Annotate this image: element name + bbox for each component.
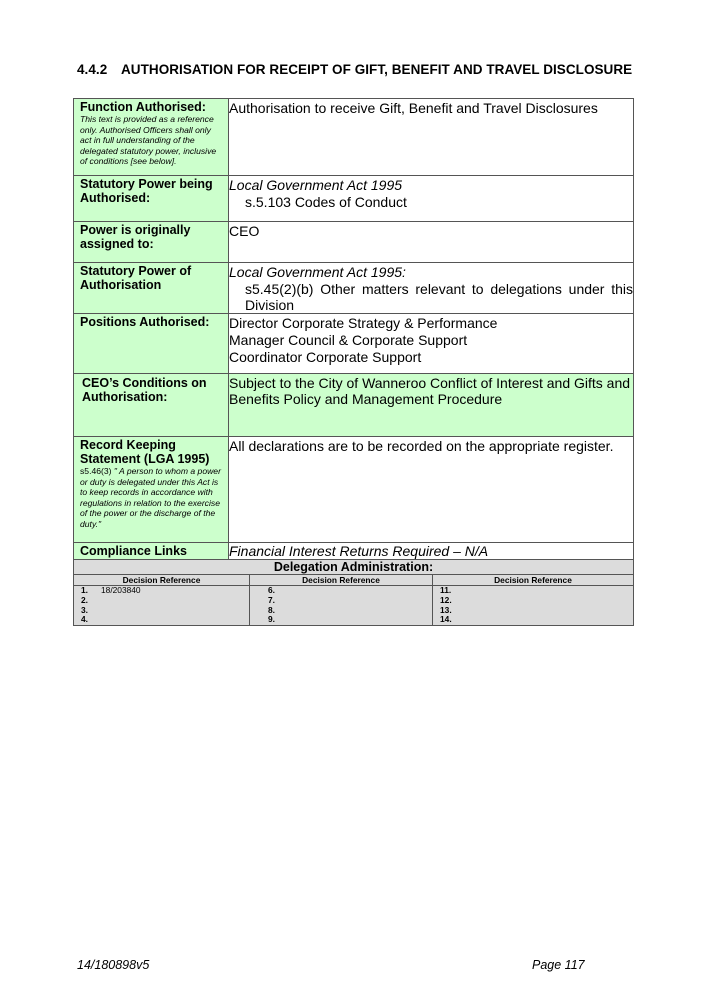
originally-assigned-row	[74, 222, 634, 263]
compliance-label-cell	[74, 543, 229, 560]
power-of-authorisation-row	[74, 263, 634, 314]
conditions-value: Subject to the City of Wanneroo Conflict of Interest and Gifts and Benefits Policy and Management Procedure	[229, 375, 631, 407]
footer-page-number: Page 117	[532, 958, 585, 972]
record-keeping-note: " A person to whom a power or duty is delegated under this Act is to keep records in accordance with regulations in relation to the exercise of the power or the discharge of the duty."	[80, 466, 221, 529]
positions-value-cell	[229, 314, 634, 374]
conditions-label: CEO’s Conditions on Authorisation:	[82, 376, 207, 404]
power-of-authorisation-label: Statutory Power of Authorisation	[80, 264, 192, 292]
compliance-label: Compliance Links	[80, 544, 187, 558]
position-item: Director Corporate Strategy & Performance	[229, 315, 498, 331]
section-heading	[77, 62, 632, 77]
decision-entry: 6.	[268, 585, 275, 595]
decision-entry: 1. 18/203840	[81, 585, 141, 595]
record-keeping-label-cell	[74, 437, 229, 543]
decision-entry: 11.	[440, 585, 452, 595]
decision-entry: 2.	[81, 594, 88, 605]
function-note: This text is provided as a reference only. Authorised Officers shall only act in full understanding of the delegated statutory power, inclusive of conditions [see below].	[80, 114, 217, 167]
compliance-row	[74, 543, 634, 560]
statutory-power-act: Local Government Act 1995	[229, 177, 403, 193]
record-keeping-value: All declarations are to be recorded on the appropriate register.	[229, 438, 614, 454]
function-value: Authorisation to receive Gift, Benefit and Travel Disclosures	[229, 100, 598, 116]
originally-assigned-value-cell	[229, 222, 634, 263]
conditions-row	[74, 374, 634, 437]
decision-entry: 9.	[268, 614, 275, 625]
admin-title: Delegation Administration:	[74, 560, 634, 575]
statutory-power-value-cell	[229, 176, 634, 222]
function-label: Function Authorised:	[80, 100, 206, 114]
originally-assigned-label: Power is originally assigned to:	[80, 223, 191, 251]
statutory-power-label-cell	[74, 176, 229, 222]
decision-column	[433, 575, 634, 625]
admin-title-row	[74, 560, 634, 575]
positions-row	[74, 314, 634, 374]
originally-assigned-value: CEO	[229, 223, 260, 239]
statutory-power-section: s.5.103 Codes of Conduct	[245, 194, 407, 210]
decision-entry: 12.	[440, 594, 452, 605]
statutory-power-label: Statutory Power being Authorised:	[80, 177, 213, 205]
position-item: Coordinator Corporate Support	[229, 349, 422, 365]
decision-column	[250, 575, 433, 625]
statutory-power-row	[74, 176, 634, 222]
decision-entry: 3.	[81, 604, 88, 615]
record-keeping-note-ref: s5.46(3)	[80, 466, 112, 476]
power-of-authorisation-act: Local Government Act 1995:	[229, 264, 406, 280]
function-row	[74, 99, 634, 176]
positions-label-cell	[74, 314, 229, 374]
record-keeping-row	[74, 437, 634, 543]
originally-assigned-label-cell	[74, 222, 229, 263]
decision-column	[74, 575, 250, 625]
decision-entry: 8.	[268, 604, 275, 615]
section-title: AUTHORISATION FOR RECEIPT OF GIFT, BENEFIT AND TRAVEL DISCLOSURE	[121, 62, 633, 77]
position-item: Manager Council & Corporate Support	[229, 332, 468, 348]
admin-references-row	[74, 575, 634, 626]
power-of-authorisation-value-cell	[229, 263, 634, 314]
decision-entry: 13.	[440, 604, 452, 615]
compliance-value: Financial Interest Returns Required – N/A	[229, 543, 489, 559]
decision-column-header: Decision Reference	[74, 575, 249, 586]
function-value-cell	[229, 99, 634, 176]
conditions-value-cell	[229, 374, 634, 437]
decision-entry: 7.	[268, 594, 275, 605]
power-of-authorisation-label-cell	[74, 263, 229, 314]
record-keeping-label: Record Keeping Statement (LGA 1995)	[80, 438, 210, 466]
decision-column-header: Decision Reference	[250, 575, 432, 586]
compliance-value-cell	[229, 543, 634, 560]
decision-reference-table	[74, 575, 633, 625]
positions-label: Positions Authorised:	[80, 315, 210, 329]
section-number: 4.4.2	[77, 62, 108, 77]
record-keeping-value-cell	[229, 437, 634, 543]
conditions-label-cell	[74, 374, 229, 437]
decision-entry: 4.	[81, 614, 88, 625]
decision-column-header: Decision Reference	[433, 575, 633, 586]
delegation-table	[73, 98, 634, 626]
power-of-authorisation-section: s5.45(2)(b) Other matters relevant to delegations under this Division	[245, 281, 633, 313]
function-label-cell	[74, 99, 229, 176]
footer-doc-ref: 14/180898v5	[77, 958, 150, 972]
decision-entry: 14.	[440, 614, 452, 625]
